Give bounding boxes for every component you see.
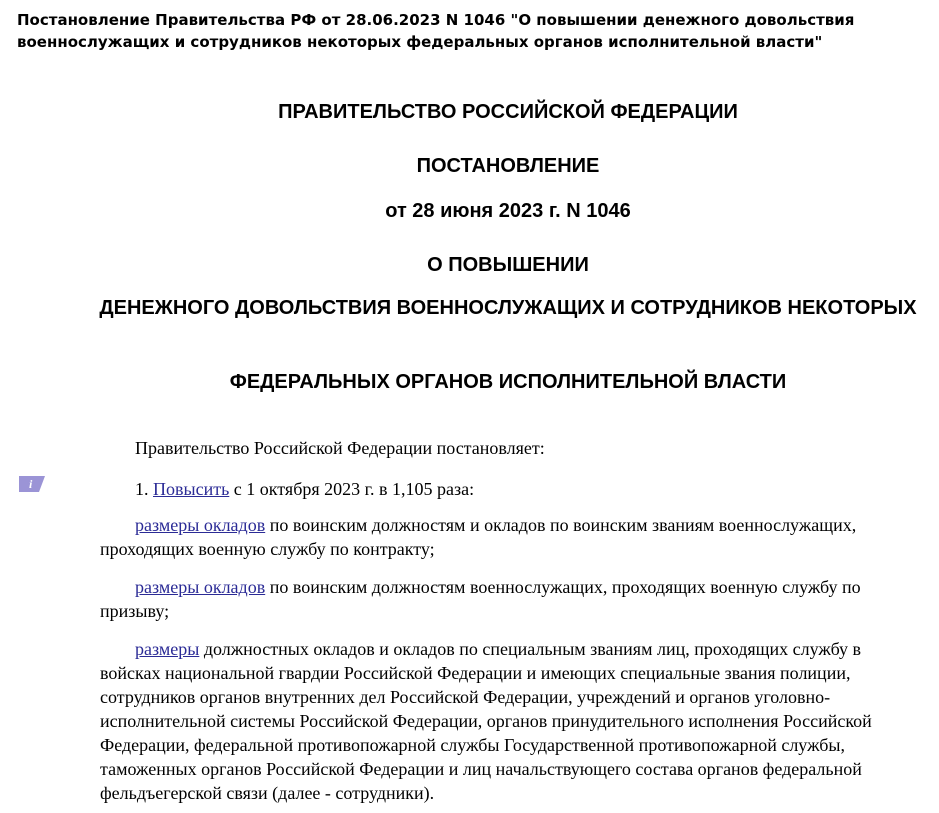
- item-1-paragraph: [100, 477, 920, 501]
- heading-date-number: от 28 июня 2023 г. N 1046: [385, 200, 631, 222]
- heading-subject-line1: О ПОВЫШЕНИИ: [427, 254, 589, 276]
- document-header-title: Постановление Правительства РФ от 28.06.2023 N 1046 "О повышении денежного довольствия военнослужащих и сотрудников некоторых федеральных органов исполнительной власти": [17, 11, 855, 51]
- heading-subject-line2: ДЕНЕЖНОГО ДОВОЛЬСТВИЯ ВОЕННОСЛУЖАЩИХ И СОТРУДНИКОВ НЕКОТОРЫХ: [99, 297, 917, 319]
- paragraph-contract-servicemen: [100, 513, 920, 561]
- paragraph-employees: [100, 637, 920, 805]
- link-razmery-okladov-contract[interactable]: размеры окладов: [135, 515, 266, 535]
- info-badge-glyph: i: [29, 477, 33, 491]
- item-1-suffix: с 1 октября 2023 г. в 1,105 раза:: [229, 479, 475, 499]
- paragraph-conscript-text: по воинским должностям военнослужащих, проходящих военную службу по призыву;: [100, 577, 861, 621]
- link-povysit[interactable]: Повысить: [153, 479, 230, 499]
- info-icon[interactable]: [17, 474, 47, 494]
- heading-subject-line3: ФЕДЕРАЛЬНЫХ ОРГАНОВ ИСПОЛНИТЕЛЬНОЙ ВЛАСТИ: [229, 371, 787, 393]
- link-razmery[interactable]: размеры: [135, 639, 200, 659]
- heading-government: ПРАВИТЕЛЬСТВО РОССИЙСКОЙ ФЕДЕРАЦИИ: [278, 101, 738, 123]
- item-1-prefix: 1.: [135, 479, 153, 499]
- paragraph-contract-text: по воинским должностям и окладов по воинским званиям военнослужащих, проходящих военную службу по контракту;: [100, 515, 857, 559]
- heading-resolution: ПОСТАНОВЛЕНИЕ: [416, 155, 600, 177]
- intro-paragraph: Правительство Российской Федерации постановляет:: [135, 438, 545, 458]
- paragraph-employees-text: должностных окладов и окладов по специальным званиям лиц, проходящих службу в войсках национальной гвардии Российской Федерации и имеющих специальные звания полиции, сотрудников органов внутренних дел Российской Федерации, учреждений и органов уголовно-исполнительной системы Российской Федерации, органов принудительного исполнения Российской Федерации, федеральной противопожарной службы Государственной противопожарной службы, таможенных органов Российской Федерации и лиц начальствующего состава органов федеральной фельдъегерской связи (далее - сотрудники).: [100, 639, 872, 803]
- paragraph-conscript-servicemen: [100, 575, 920, 623]
- info-badge-shape: [17, 474, 47, 494]
- link-razmery-okladov-conscript[interactable]: размеры окладов: [135, 577, 266, 597]
